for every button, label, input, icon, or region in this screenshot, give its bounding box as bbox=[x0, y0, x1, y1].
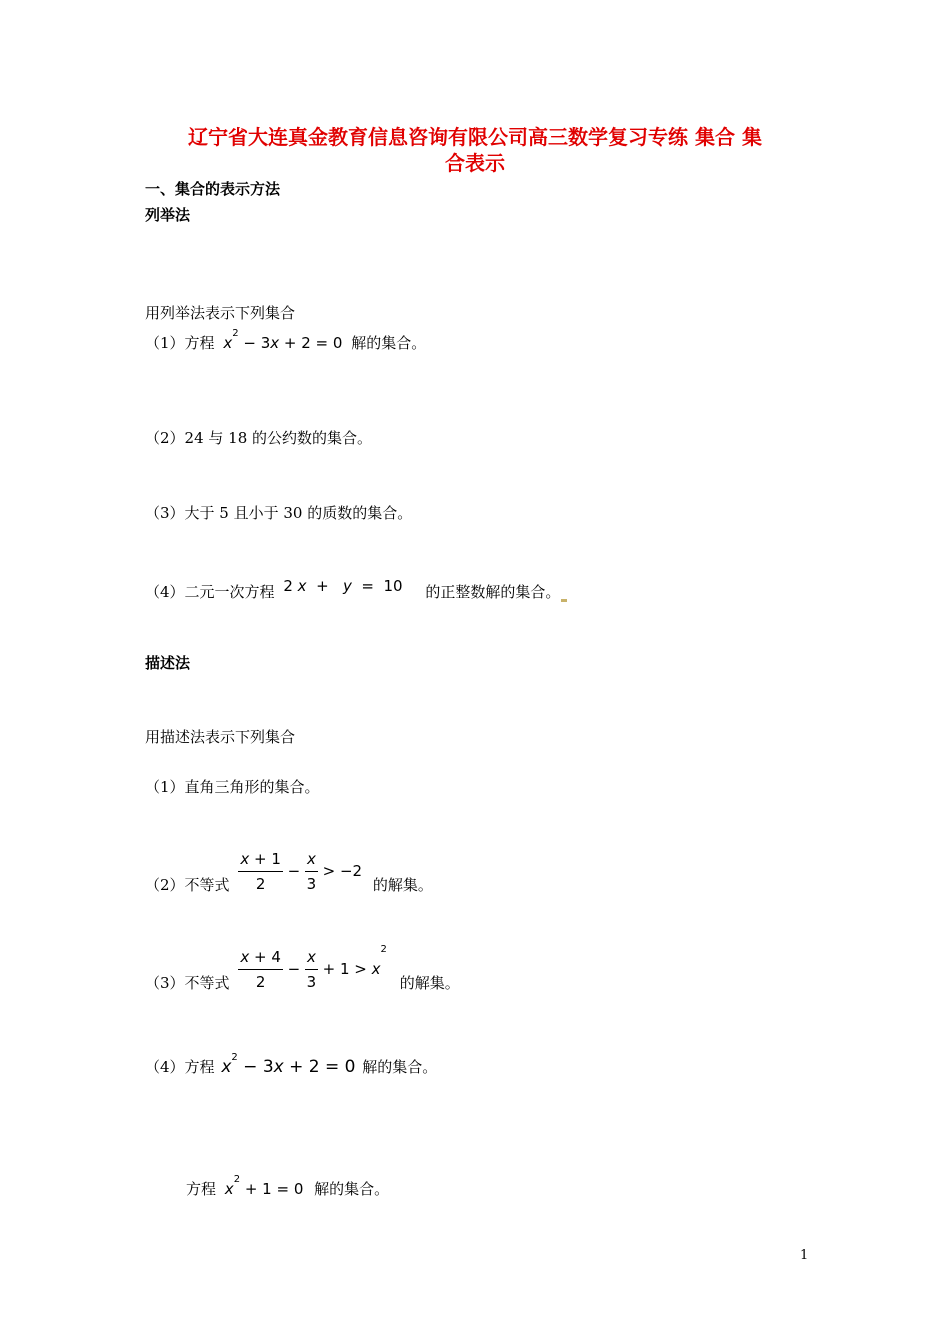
desc-item-5 bbox=[186, 1174, 390, 1199]
page-number: 1 bbox=[800, 1248, 809, 1263]
enum-item-1-prefix: （1）方程 bbox=[145, 334, 215, 352]
desc-item-2 bbox=[145, 848, 433, 895]
subheading-enumeration: 列举法 bbox=[145, 206, 191, 224]
desc-item-3 bbox=[145, 946, 460, 993]
desc-item-3-inequality: $\frac{x + 4}{2}$ − $\frac{x}{3}$ + $1 > x^2$ bbox=[240, 944, 387, 991]
desc-item-3-prefix: （3）不等式 bbox=[145, 974, 230, 992]
ink-mark bbox=[561, 599, 567, 602]
desc-item-2-inequality: $\frac{x + 1}{2}$ − $\frac{x}{3}$ > −2 bbox=[240, 850, 363, 893]
instruction-enumeration: 用列举法表示下列集合 bbox=[145, 304, 296, 322]
subheading-description: 描述法 bbox=[145, 654, 191, 672]
enum-item-1-suffix: 解的集合。 bbox=[351, 334, 427, 352]
desc-item-4 bbox=[145, 1052, 438, 1077]
desc-item-1: （1）直角三角形的集合。 bbox=[145, 778, 320, 796]
instruction-description: 用描述法表示下列集合 bbox=[145, 728, 296, 746]
desc-item-4-prefix: （4）方程 bbox=[145, 1058, 215, 1076]
enum-item-3: （3）大于 5 且小于 30 的质数的集合。 bbox=[145, 504, 413, 522]
desc-item-4-equation: $x^2 - 3x + 2 = 0$ bbox=[221, 1052, 356, 1077]
enum-item-2: （2）24 与 18 的公约数的集合。 bbox=[145, 429, 373, 447]
document-title-line-1: 辽宁省大连真金教育信息咨询有限公司高三数学复习专练 集合 集 bbox=[188, 125, 762, 149]
enum-item-1-equation: $x^2 - 3x + 2 = 0$ bbox=[223, 328, 343, 352]
desc-item-2-prefix: （2）不等式 bbox=[145, 876, 230, 894]
desc-item-4-suffix: 解的集合。 bbox=[362, 1058, 438, 1076]
enum-item-1 bbox=[145, 328, 427, 353]
enum-item-4 bbox=[145, 577, 567, 602]
enum-item-4-suffix: 的正整数解的集合。 bbox=[425, 583, 561, 601]
enum-item-4-equation: 2 x + y = 10 bbox=[283, 577, 403, 595]
desc-item-2-suffix: 的解集。 bbox=[372, 876, 433, 894]
desc-item-5-equation: $x^2 + 1 = 0$ bbox=[224, 1174, 304, 1198]
section-heading-methods: 一、集合的表示方法 bbox=[145, 180, 281, 198]
document-title-line-2: 合表示 bbox=[445, 151, 505, 175]
desc-item-3-suffix: 的解集。 bbox=[399, 974, 460, 992]
desc-item-5-suffix: 解的集合。 bbox=[314, 1180, 390, 1198]
desc-item-5-prefix: 方程 bbox=[186, 1180, 217, 1198]
enum-item-4-prefix: （4）二元一次方程 bbox=[145, 583, 275, 601]
